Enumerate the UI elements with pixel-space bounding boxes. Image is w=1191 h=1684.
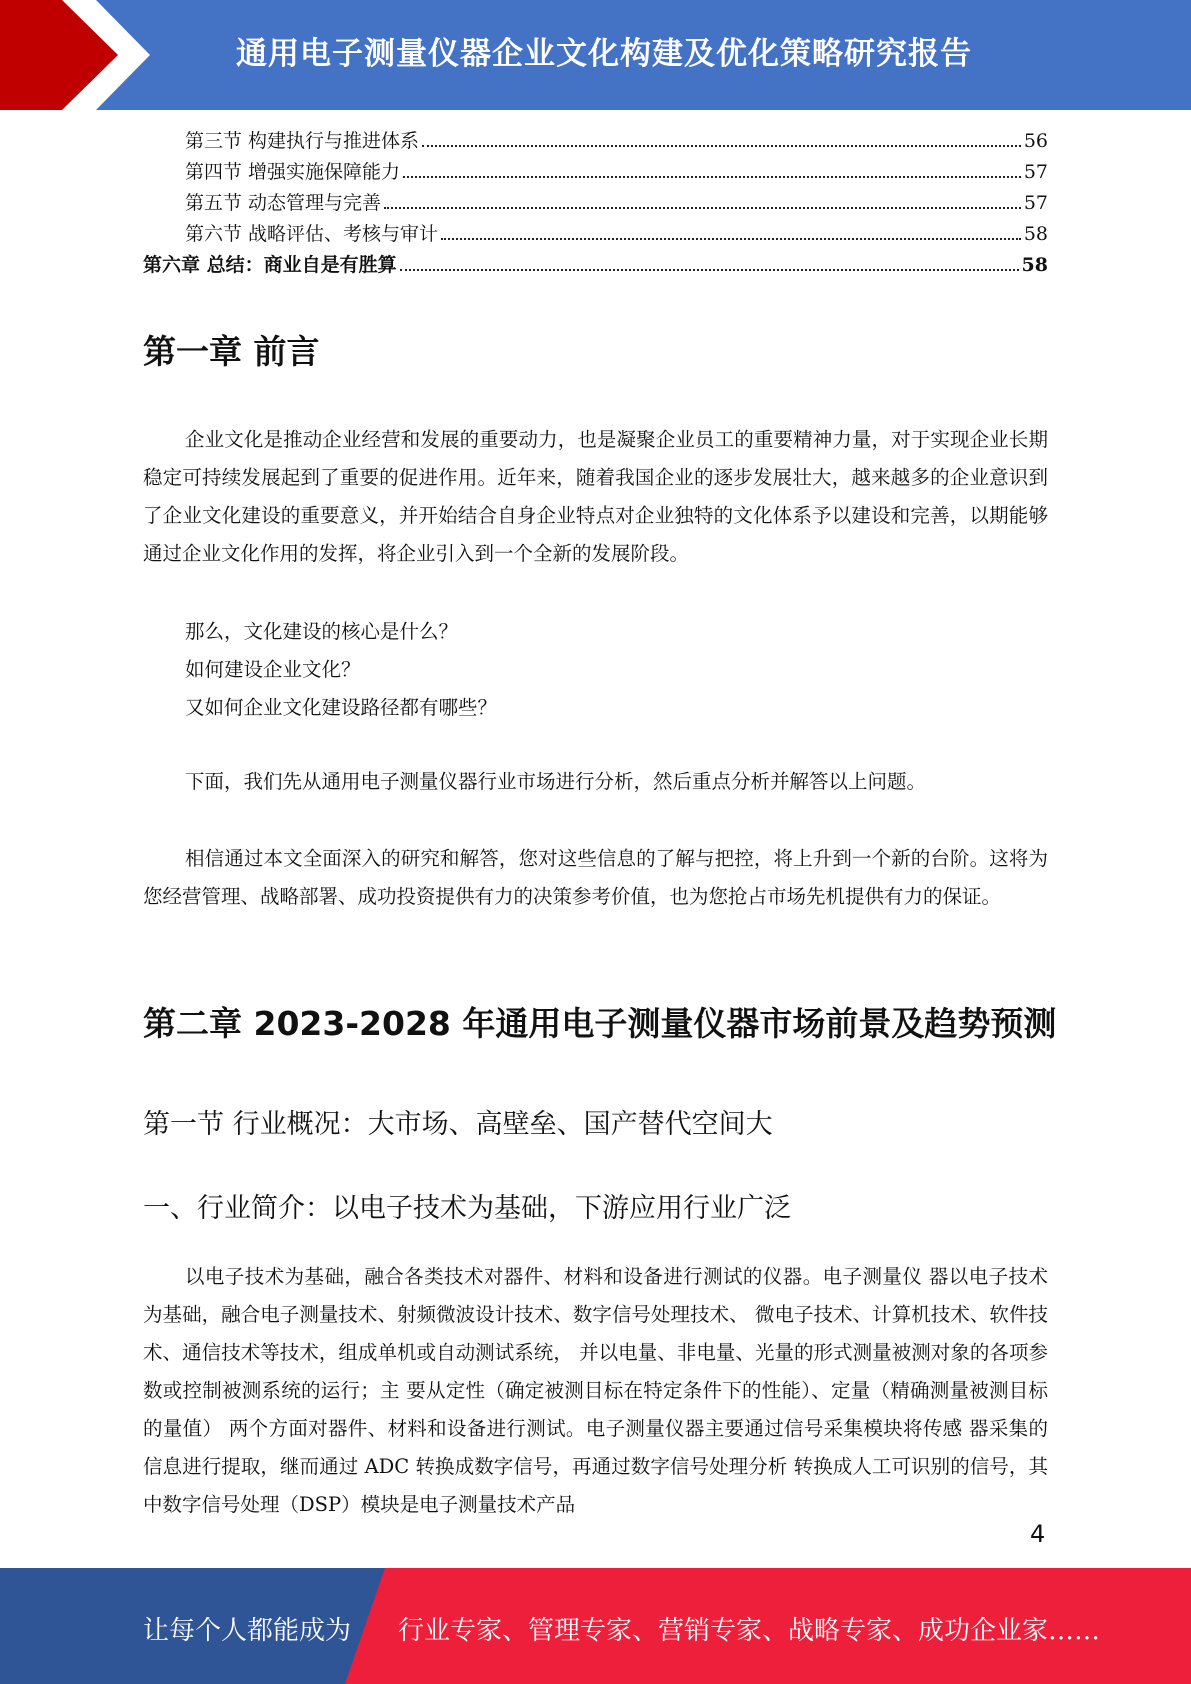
- toc-item-title: 第五节 动态管理与完善: [185, 192, 382, 214]
- question-line: 又如何企业文化建设路径都有哪些？: [185, 696, 498, 719]
- question-line: 如何建设企业文化？: [185, 658, 361, 681]
- question-line: 那么，文化建设的核心是什么？: [185, 620, 459, 643]
- chapter-1-heading: 第一章 前言: [143, 332, 320, 371]
- toc-leader-dots: [400, 269, 1019, 271]
- toc-leader-dots: [384, 207, 1021, 209]
- header-title: 通用电子测量仪器企业文化构建及优化策略研究报告: [236, 36, 972, 72]
- toc-item[interactable]: [143, 250, 1048, 281]
- toc-item[interactable]: [143, 219, 1048, 250]
- toc-item-title: 第三节 构建执行与推进体系: [185, 130, 420, 152]
- toc-item-page: 57: [1023, 161, 1048, 183]
- intro-paragraph: 企业文化是推动企业经营和发展的重要动力，也是凝聚企业员工的重要精神力量，对于实现企业长期稳定可持续发展起到了重要的促进作用。近年来，随着我国企业的逐步发展壮大，越来越多的企业意识到了企业文化建设的重要意义，并开始结合自身企业特点对企业独特的文化体系予以建设和完善，以期能够通过企业文化作用的发挥，将企业引入到一个全新的发展阶段。: [143, 428, 1048, 565]
- page-footer: [0, 1568, 1191, 1684]
- toc-item-title: 第六节 战略评估、考核与审计: [185, 223, 439, 245]
- toc-item-page: 57: [1023, 192, 1048, 214]
- toc-item-title: 第四节 增强实施保障能力: [185, 161, 401, 183]
- toc-item-title: 第六章 总结：商业自是有胜算: [143, 254, 397, 276]
- toc-item-page: 58: [1021, 254, 1048, 276]
- table-of-contents: [143, 126, 1048, 281]
- section-1-heading: 第一节 行业概况：大市场、高壁垒、国产替代空间大: [143, 1109, 773, 1140]
- toc-leader-dots: [441, 238, 1021, 240]
- toc-item[interactable]: [143, 188, 1048, 219]
- analysis-paragraph: 下面，我们先从通用电子测量仪器行业市场进行分析，然后重点分析并解答以上问题。: [185, 770, 927, 793]
- toc-item[interactable]: [143, 157, 1048, 188]
- toc-item-page: 56: [1023, 130, 1048, 152]
- toc-leader-dots: [422, 145, 1021, 147]
- footer-slogan-right: 行业专家、管理专家、营销专家、战略专家、成功企业家……: [398, 1616, 1101, 1646]
- chapter-2-heading: 第二章 2023-2028 年通用电子测量仪器市场前景及趋势预测: [143, 1004, 1057, 1043]
- subsection-heading: 一、行业简介：以电子技术为基础，下游应用行业广泛: [143, 1193, 791, 1224]
- conclusion-paragraph: 相信通过本文全面深入的研究和解答，您对这些信息的了解与把控，将上升到一个新的台阶。这将为您经营管理、战略部署、成功投资提供有力的决策参考价值，也为您抢占市场先机提供有力的保证。: [143, 847, 1048, 908]
- industry-intro-paragraph: 以电子技术为基础，融合各类技术对器件、材料和设备进行测试的仪器。电子测量仪 器以电子技术为基础，融合电子测量技术、射频微波设计技术、数字信号处理技术、 微电子技术、计算机技术、软件技术、通信技术等技术，组成单机或自动测试系统， 并以电量、非电量、光量的形式测量被测对象的各项参数或控制被测系统的运行；主 要从定性（确定被测目标在特定条件下的性能）、定量（精确测量被测目标的量值） 两个方面对器件、材料和设备进行测试。电子测量仪器主要通过信号采集模块将传感 器采集的信息进行提取，继而通过 ADC 转换成数字信号，再通过数字信号处理分析 转换成人工可识别的信号，其中数字信号处理（DSP）模块是电子测量技术产品: [143, 1265, 1048, 1516]
- page-header: [0, 0, 1191, 110]
- toc-item-page: 58: [1023, 223, 1048, 245]
- toc-leader-dots: [403, 176, 1021, 178]
- toc-item[interactable]: [143, 126, 1048, 157]
- page-number: 4: [1030, 1520, 1046, 1548]
- footer-slogan-left: 让每个人都能成为: [143, 1616, 352, 1646]
